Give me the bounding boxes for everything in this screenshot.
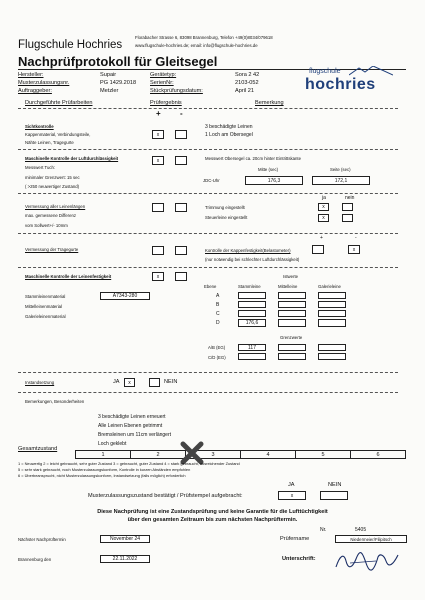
ja-header: ja bbox=[322, 195, 326, 201]
ab-stamm-box[interactable]: 117 bbox=[238, 344, 266, 351]
divider bbox=[18, 193, 398, 194]
instand-ja-label: JA bbox=[113, 379, 120, 385]
kappen-note: (nur notwendig bei schlechter Luftdurchlässigkeit) bbox=[205, 257, 300, 262]
gesamt-legend-3: 6 = Überbeansprucht, nicht Musterzulassungskonform, Instandsetzung (falls möglich) erforderlich bbox=[18, 473, 186, 478]
auftraggeber-value: Metzler bbox=[100, 88, 119, 94]
verm-line-2: vom Sollwert+/- 10mm bbox=[25, 223, 68, 228]
d-mittel-box[interactable] bbox=[278, 319, 306, 327]
divider bbox=[18, 233, 398, 234]
mitte-value-box[interactable]: 176,3 bbox=[245, 176, 303, 185]
gesamt-legend-2: 5 = sehr stark gebraucht, noch Musterzulassungskonform, Kontrolle in kurzen Abständen empfohlen bbox=[18, 467, 191, 472]
geraetetyp-label: Gerätetyp: bbox=[150, 72, 177, 78]
kappen-minus-checkbox[interactable]: x bbox=[348, 245, 360, 254]
bestaetigt-label: Musterzulassungszustand bestätigt / Prüfstempel aufgebracht: bbox=[88, 493, 243, 499]
next-date-value[interactable]: November 24 bbox=[100, 535, 150, 543]
cd-stamm-box[interactable] bbox=[238, 353, 266, 360]
nein-header: nein bbox=[345, 195, 355, 201]
seriennr-value: 2103-052 bbox=[235, 80, 259, 86]
gesamt-legend-1: 1 = Neuwertig 2 = leicht gebraucht, sehr guter Zustand 3 = gebraucht, guter Zustand 4 = stark gebraucht, ausreichender Zustand bbox=[18, 461, 240, 466]
address-line-2: www.flugschule-hochries.de; email: info@flugschule-hochries.de bbox=[135, 43, 258, 48]
sicht-remark-2: 1 Loch am Obersegel bbox=[205, 132, 253, 138]
ab-galerie-box[interactable] bbox=[318, 344, 346, 351]
bemerkung-line-2: Alle Leinen Ebenen getrimmt bbox=[98, 423, 163, 429]
kappen-plus-checkbox[interactable] bbox=[312, 245, 324, 254]
scale-cell-3[interactable]: 3 bbox=[186, 451, 241, 458]
trage-minus-header: - bbox=[355, 235, 357, 241]
verm-minus-checkbox[interactable] bbox=[175, 203, 187, 212]
col-pruefarbeiten: Durchgeführte Prüfarbeiten bbox=[25, 100, 93, 106]
scale-cell-5[interactable]: 5 bbox=[296, 451, 351, 458]
musterzulassung-value: PG 1429.2018 bbox=[100, 80, 137, 86]
ab-label: A/B (EG) bbox=[208, 345, 226, 350]
hersteller-label: Hersteller: bbox=[18, 72, 44, 78]
auftraggeber-label: Auftraggeber: bbox=[18, 88, 52, 94]
verm-line-1: max. gemessene Differenz bbox=[25, 213, 77, 218]
plus-header: + bbox=[156, 109, 161, 118]
luft-minus-checkbox[interactable] bbox=[175, 156, 187, 165]
divider bbox=[18, 267, 398, 268]
galerieleine-label: Galerieleine bbox=[318, 284, 341, 289]
luft-title: Maschinelle Kontrolle der Luftdurchlässigkeit bbox=[25, 156, 119, 161]
steuer-nein-checkbox[interactable] bbox=[342, 214, 353, 222]
d-stamm-box[interactable]: 176,6 bbox=[238, 319, 266, 327]
sicht-minus-checkbox[interactable] bbox=[175, 130, 187, 139]
c-stamm-box[interactable] bbox=[238, 310, 266, 317]
divider bbox=[18, 392, 398, 393]
sicht-line-1: Kappenmaterial, Verbindungsteile, bbox=[25, 132, 91, 137]
luft-line-2: minimaler Grenzwert: 15 sec bbox=[25, 175, 80, 180]
a-mittel-box[interactable] bbox=[278, 292, 306, 299]
minus-header: - bbox=[180, 109, 183, 118]
instand-label: Instandsetzung bbox=[25, 380, 55, 385]
bemerkung-line-3: Bremsleinen um 11cm verlängert bbox=[98, 432, 171, 438]
leinen-plus-checkbox[interactable]: x bbox=[152, 272, 164, 281]
steuer-label: Steuerleine eingestellt bbox=[205, 215, 248, 220]
scale-cell-2[interactable]: 2 bbox=[131, 451, 186, 458]
luft-line-1: Messwert Tuch: bbox=[25, 165, 56, 170]
trage-plus-checkbox[interactable] bbox=[152, 246, 164, 255]
bemerkung-line-4: Loch geklebt bbox=[98, 441, 127, 447]
trimm-ja-checkbox[interactable]: x bbox=[318, 203, 329, 211]
nr-label: Nr. bbox=[320, 527, 327, 533]
mittelleinenmaterial-label: Mittelleinenmaterial bbox=[25, 304, 63, 309]
trimm-nein-checkbox[interactable] bbox=[342, 203, 353, 211]
row-d-label: D bbox=[216, 320, 220, 326]
trimm-label: Trimmung eingestellt bbox=[205, 205, 245, 210]
instand-nein-checkbox[interactable] bbox=[149, 378, 160, 387]
row-c-label: C bbox=[216, 311, 220, 317]
cd-galerie-box[interactable] bbox=[318, 353, 346, 360]
bestaetigt-ja-header: JA bbox=[288, 482, 295, 488]
bemerkung-line-1: 3 beschädigte Leinen erneuert bbox=[98, 414, 166, 420]
cd-mittel-box[interactable] bbox=[278, 353, 306, 360]
kappen-kontrolle-label: Kontrolle der Kappenfestigkeit(Belastometer) bbox=[205, 248, 291, 253]
stueckpruefung-value: April 21 bbox=[235, 88, 254, 94]
b-galerie-box[interactable] bbox=[318, 301, 346, 308]
trage-title: Vermessung der Tragegurte bbox=[25, 247, 79, 252]
hersteller-value: Supair bbox=[100, 72, 117, 78]
scale-cell-4[interactable]: 4 bbox=[241, 451, 296, 458]
instand-nein-label: NEIN bbox=[164, 379, 178, 385]
stammleine-label: Stammleine bbox=[238, 284, 261, 289]
ab-mittel-box[interactable] bbox=[278, 344, 306, 351]
seriennr-label: SerienNr: bbox=[150, 80, 174, 86]
header-divider bbox=[18, 108, 398, 109]
ort-label: Brannenburg den bbox=[18, 557, 52, 562]
trage-plus-header: + bbox=[320, 235, 323, 241]
nr-value: 5405 bbox=[355, 527, 367, 533]
row-a-label: A bbox=[216, 293, 220, 299]
seite-value-box[interactable]: 172,1 bbox=[312, 176, 370, 185]
bemerkungen-title: Bemerkungen, Besonderheiten bbox=[25, 399, 85, 404]
sicht-line-2: Nähte Leinen, Tragegurte bbox=[25, 140, 74, 145]
sicht-title: Sichtkontrolle bbox=[25, 124, 54, 129]
a-stamm-box[interactable] bbox=[238, 292, 266, 299]
row-b-label: B bbox=[216, 302, 220, 308]
mitte-label: Mitte (sec) bbox=[258, 167, 279, 172]
stueckpruefung-label: Stückprüfungsdatum: bbox=[150, 88, 203, 94]
signature-icon bbox=[332, 549, 402, 573]
gesamt-label: Gesamtzustand bbox=[18, 446, 58, 452]
next-date-label: Nächster Nachprüftermin bbox=[18, 537, 66, 542]
gesamt-scale bbox=[75, 450, 406, 459]
stammleinenmaterial-label: Stammleinenmaterial bbox=[25, 294, 66, 299]
grenzwerte-label: Grenzwerte bbox=[280, 335, 303, 340]
ebene-label: Ebene bbox=[204, 284, 217, 289]
divider bbox=[18, 149, 398, 150]
scale-cell-1[interactable]: 1 bbox=[76, 451, 131, 458]
sicht-plus-checkbox[interactable]: x bbox=[152, 130, 164, 139]
istwerte-label: Istwerte bbox=[283, 274, 299, 279]
address-line-1: Florabacher Strasse 6, 83098 Brannenburg, Telefon +49(0)8034/079618 bbox=[135, 35, 273, 40]
notice-line-2: über den gesamten Zeitraum bis zum nächsten Nachprüftermin. bbox=[127, 517, 298, 523]
b-mittel-box[interactable] bbox=[278, 301, 306, 308]
page-title: Nachprüfprotokoll für Gleitsegel bbox=[18, 54, 218, 69]
pruefer-value[interactable]: Niedermeier/Filipitsch bbox=[335, 535, 407, 543]
bestaetigt-ja-box[interactable]: x bbox=[278, 491, 306, 500]
hochries-logo bbox=[305, 66, 410, 96]
leinen-title: Maschinelle Kontrolle der Leinenfestigkeit bbox=[25, 274, 112, 279]
a-galerie-box[interactable] bbox=[318, 292, 346, 299]
verm-plus-checkbox[interactable] bbox=[152, 203, 164, 212]
verm-title: Vermessung aller Leinenlängen bbox=[25, 204, 86, 209]
bestaetigt-nein-header: NEIN bbox=[328, 482, 342, 488]
unterschrift-label: Unterschrift: bbox=[282, 556, 316, 562]
ort-date-value[interactable]: 22.11.2022 bbox=[100, 555, 150, 563]
d-galerie-box[interactable] bbox=[318, 319, 346, 327]
seite-label: Seite (sec) bbox=[330, 167, 351, 172]
pruefer-label: Prüfername bbox=[280, 536, 310, 542]
luft-line-3: ( >250 neuwertiger Zustand) bbox=[25, 184, 80, 189]
geraetetyp-value: Sora 2 42 bbox=[235, 72, 260, 78]
sicht-remark-1: 3 beschädigte Leinen bbox=[205, 124, 253, 130]
col-pruefergebnis: Prüfergebnis bbox=[150, 100, 182, 106]
bestaetigt-nein-box[interactable] bbox=[320, 491, 348, 500]
b-stamm-box[interactable] bbox=[238, 301, 266, 308]
stammleinenmaterial-value[interactable]: A7343-280 bbox=[100, 292, 150, 300]
cd-label: C/D (EG) bbox=[208, 355, 226, 360]
scale-cell-6[interactable]: 6 bbox=[376, 452, 380, 458]
steuer-ja-checkbox[interactable]: x bbox=[318, 214, 329, 222]
luft-remark: Messwert Obersegel ca. 20cm hinter Eintrittskante bbox=[205, 156, 302, 161]
luft-plus-checkbox[interactable]: x bbox=[152, 156, 164, 165]
jdc-label: JDC-Uhr bbox=[203, 178, 220, 183]
trage-minus-checkbox[interactable] bbox=[175, 246, 187, 255]
c-mittel-box[interactable] bbox=[278, 310, 306, 317]
musterzulassung-label: Musterzulassungsnr. bbox=[18, 80, 70, 86]
col-bemerkung: Bemerkung bbox=[255, 100, 284, 106]
mountain-icon bbox=[349, 66, 393, 76]
notice-line-1: Diese Nachprüfung ist eine Zustandsprüfung und keine Garantie für die Lufttüchtigkeit bbox=[97, 509, 328, 515]
c-galerie-box[interactable] bbox=[318, 310, 346, 317]
logo-main-text: hochries bbox=[305, 76, 376, 93]
leinen-minus-checkbox[interactable] bbox=[175, 272, 187, 281]
mittelleine-label: Mittelleine bbox=[278, 284, 298, 289]
galerieleinenmaterial-label: Galerieleinenmaterial bbox=[25, 314, 66, 319]
logo-small-text: flugschule bbox=[309, 68, 341, 75]
instand-ja-checkbox[interactable]: x bbox=[124, 378, 135, 387]
school-name: Flugschule Hochries bbox=[18, 39, 123, 51]
divider bbox=[18, 372, 398, 373]
